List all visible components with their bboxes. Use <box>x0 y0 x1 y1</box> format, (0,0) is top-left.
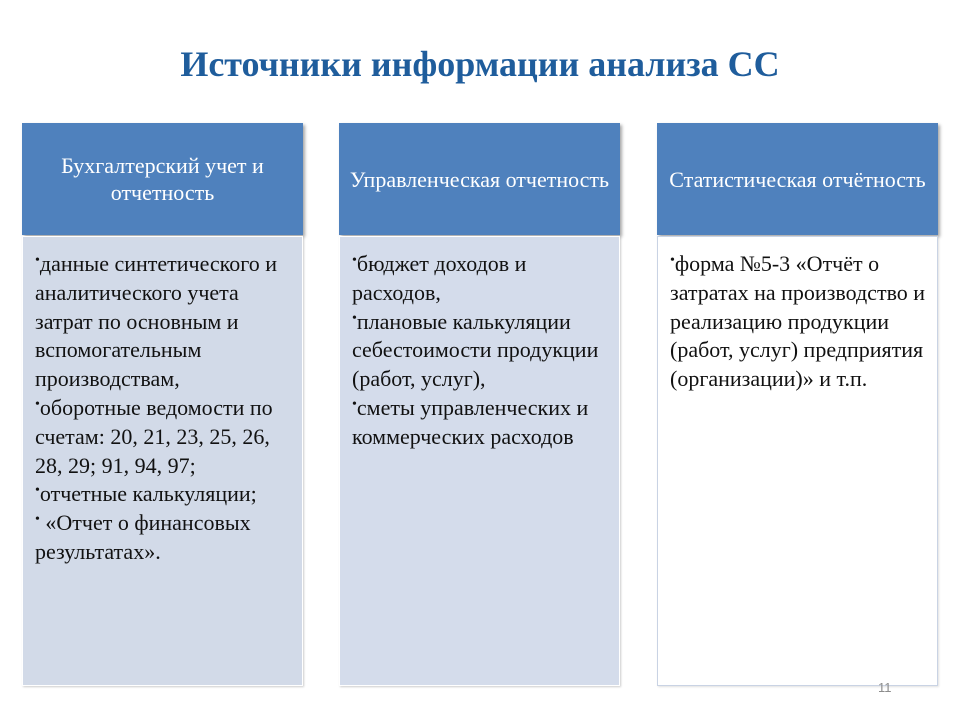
column-accounting <box>22 123 303 564</box>
column-header-accounting: Бухгалтерский учет и отчетность <box>22 123 303 235</box>
bullet-icon: • <box>352 396 357 412</box>
page-number: 11 <box>878 680 892 695</box>
bullet-icon: • <box>35 253 40 268</box>
bullet-icon: • <box>352 310 357 326</box>
column-statistics <box>657 123 938 392</box>
column-management <box>339 123 620 449</box>
column-header-management: Управленческая отчетность <box>339 123 620 235</box>
list-item: •оборотные ведомости по счетам: 20, 21, 23, 25, 26, 28, 29; 91, 94, 97; <box>35 394 273 478</box>
bullet-icon: • <box>35 396 40 412</box>
list-item: •плановые калькуляции себестоимости продукции (работ, услуг), <box>352 308 599 392</box>
bullet-icon: • <box>35 483 40 499</box>
bullet-icon: • <box>35 512 40 528</box>
list-item: •бюджет доходов и расходов, <box>352 251 527 305</box>
slide-title: Источники информации анализа СС <box>180 44 780 84</box>
column-body-statistics <box>657 236 938 686</box>
column-body-accounting <box>22 236 303 686</box>
list-item: •форма №5-3 «Отчёт о затратах на производство и реализацию продукции (работ, услуг) предприятия (организации)» и т.п. <box>670 251 926 392</box>
column-header-statistics: Статистическая отчётность <box>657 123 938 235</box>
column-body-management <box>339 236 620 686</box>
bullet-icon: • <box>352 253 357 268</box>
bullet-icon: • <box>670 253 675 268</box>
list-item: •сметы управленческих и коммерческих расходов <box>352 394 589 449</box>
list-item: •данные синтетического и аналитического учета затрат по основным и вспомогательным производствам, <box>35 251 277 392</box>
list-item: •отчетные калькуляции; <box>35 481 257 507</box>
list-item: • «Отчет о финансовых результатах». <box>35 510 251 564</box>
